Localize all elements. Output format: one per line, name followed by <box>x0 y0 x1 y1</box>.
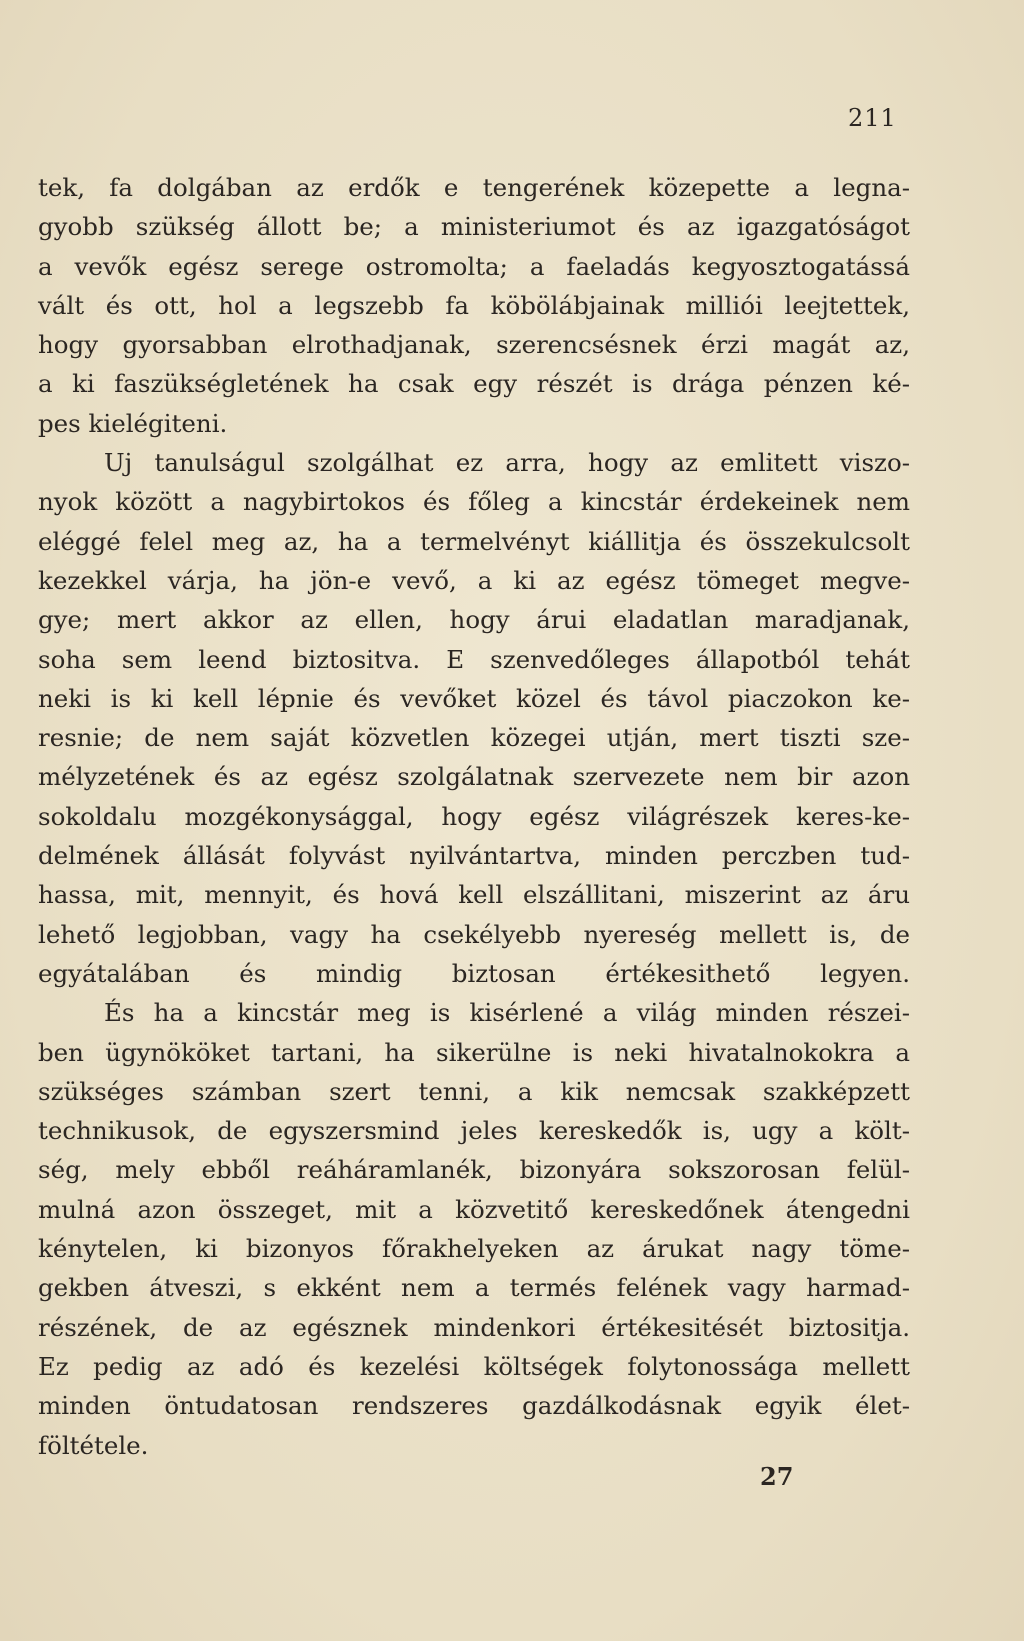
text-line: hogy gyorsabban elrothadjanak, szerencsésnek érzi magát az, <box>38 330 910 360</box>
text-line: mélyzetének és az egész szolgálatnak szervezete nem bir azon <box>38 762 910 792</box>
text-line: neki is ki kell lépnie és vevőket közel és távol piaczokon ke- <box>38 683 910 713</box>
paragraph-1 <box>38 168 910 443</box>
text-line: nyok között a nagybirtokos és főleg a kincstár érdekeinek nem <box>38 487 910 517</box>
text-line: föltétele. <box>38 1430 149 1460</box>
text-line: kezekkel várja, ha jön-e vevő, a ki az egész tömeget megve- <box>38 565 910 595</box>
text-line: kénytelen, ki bizonyos főrakhelyeken az árukat nagy töme- <box>38 1234 910 1264</box>
text-line: a vevők egész serege ostromolta; a faeladás kegyosztogatássá <box>38 251 910 281</box>
text-line: tek, fa dolgában az erdők e tengerének közepette a legna- <box>38 173 910 202</box>
text-line: És ha a kincstár meg is kisérlené a világ minden részei- <box>104 998 910 1028</box>
text-line: sokoldalu mozgékonysággal, hogy egész világrészek keres-ke- <box>38 801 910 831</box>
text-line: technikusok, de egyszersmind jeles kereskedők is, ugy a költ- <box>38 1116 910 1146</box>
text-line: gyobb szükség állott be; a ministeriumot és az igazgatóságot <box>38 212 910 242</box>
text-line: eléggé felel meg az, ha a termelvényt kiállitja és összekulcsolt <box>38 526 910 556</box>
text-line: gekben átveszi, s ekként nem a termés felének vagy harmad- <box>38 1273 910 1303</box>
text-line: pes kielégiteni. <box>38 408 228 438</box>
text-line: Ez pedig az adó és kezelési költségek folytonossága mellett <box>38 1351 910 1381</box>
text-line: hassa, mit, mennyit, és hová kell elszállitani, miszerint az áru <box>38 880 910 910</box>
text-line: soha sem leend biztositva. E szenvedőleges állapotból tehát <box>38 644 910 674</box>
text-line: szükséges számban szert tenni, a kik nemcsak szakképzett <box>38 1076 910 1106</box>
paragraph-2 <box>38 443 910 993</box>
text-line: resnie; de nem saját közvetlen közegei utján, mert tiszti sze- <box>38 723 910 753</box>
text-line: minden öntudatosan rendszeres gazdálkodásnak egyik élet- <box>38 1391 910 1421</box>
signature-mark: 27 <box>760 1462 794 1491</box>
text-line: delmének állását folyvást nyilvántartva, minden perczben tud- <box>38 841 910 871</box>
text-line: részének, de az egésznek mindenkori értékesitését biztositja. <box>38 1312 910 1342</box>
paragraph-3 <box>38 993 910 1465</box>
page-number: 211 <box>848 104 897 132</box>
text-line: vált és ott, hol a legszebb fa köbölábjainak milliói leejtettek, <box>38 290 910 320</box>
text-line: gye; mert akkor az ellen, hogy árui eladatlan maradjanak, <box>38 605 910 635</box>
text-line: lehető legjobban, vagy ha csekélyebb nyereség mellett is, de <box>38 919 910 949</box>
text-line: mulná azon összeget, mit a közvetitő kereskedőnek átengedni <box>38 1194 910 1224</box>
text-line: ben ügynököket tartani, ha sikerülne is neki hivatalnokokra a <box>38 1037 910 1067</box>
text-line: Uj tanulságul szolgálhat ez arra, hogy az emlitett viszo- <box>104 448 910 478</box>
text-line: ség, mely ebből reáháramlanék, bizonyára sokszorosan felül- <box>38 1155 910 1185</box>
text-line: egyátalában és mindig biztosan értékesithető legyen. <box>38 958 910 988</box>
text-body <box>38 168 910 1465</box>
text-line: a ki faszükségletének ha csak egy részét is drága pénzen ké- <box>38 369 910 399</box>
